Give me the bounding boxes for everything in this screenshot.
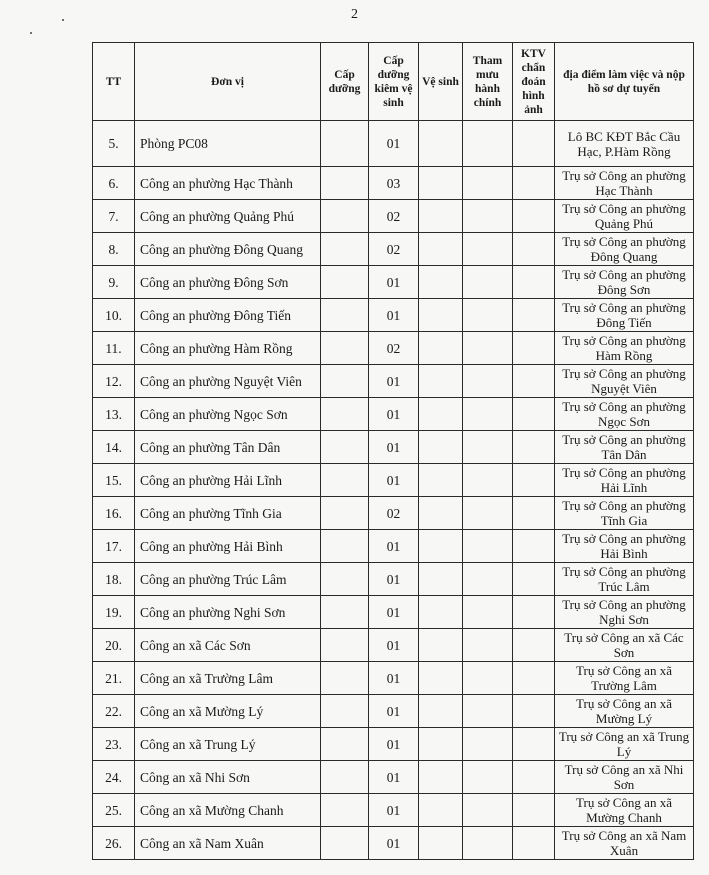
location-cell: Trụ sở Công an xã Trường Lâm [555, 662, 694, 695]
unit-cell: Công an phường Nguyệt Viên [135, 365, 321, 398]
tham-muu-cell [463, 761, 513, 794]
unit-cell: Công an phường Hải Bình [135, 530, 321, 563]
cap-duong-kiem-ve-sinh-cell: 01 [369, 728, 419, 761]
unit-cell: Công an phường Hạc Thành [135, 167, 321, 200]
tham-muu-cell [463, 629, 513, 662]
tham-muu-cell [463, 530, 513, 563]
cap-duong-kiem-ve-sinh-cell: 01 [369, 596, 419, 629]
location-cell: Trụ sở Công an phường Quảng Phú [555, 200, 694, 233]
tt-cell: 15. [93, 464, 135, 497]
scan-speck [62, 19, 64, 21]
unit-cell: Phòng PC08 [135, 121, 321, 167]
cap-duong-cell [321, 530, 369, 563]
table-row [93, 233, 694, 266]
tt-cell: 13. [93, 398, 135, 431]
ktv-cell [513, 464, 555, 497]
ve-sinh-cell [419, 530, 463, 563]
ktv-cell [513, 827, 555, 860]
unit-cell: Công an xã Mường Lý [135, 695, 321, 728]
location-cell: Trụ sở Công an phường Tĩnh Gia [555, 497, 694, 530]
location-cell: Trụ sở Công an xã Các Sơn [555, 629, 694, 662]
tt-cell: 11. [93, 332, 135, 365]
cap-duong-cell [321, 266, 369, 299]
table-row [93, 299, 694, 332]
header-unit: Đơn vị [135, 43, 321, 121]
cap-duong-cell [321, 497, 369, 530]
cap-duong-kiem-ve-sinh-cell: 01 [369, 431, 419, 464]
ve-sinh-cell [419, 398, 463, 431]
ktv-cell [513, 629, 555, 662]
cap-duong-kiem-ve-sinh-cell: 01 [369, 695, 419, 728]
ve-sinh-cell [419, 200, 463, 233]
tt-cell: 25. [93, 794, 135, 827]
ve-sinh-cell [419, 794, 463, 827]
table-row [93, 629, 694, 662]
tham-muu-cell [463, 431, 513, 464]
cap-duong-cell [321, 761, 369, 794]
cap-duong-cell [321, 794, 369, 827]
table-row [93, 530, 694, 563]
location-cell: Trụ sở Công an xã Trung Lý [555, 728, 694, 761]
cap-duong-cell [321, 629, 369, 662]
header-cap-duong: Cấp dưỡng [321, 43, 369, 121]
location-cell: Trụ sở Công an phường Đông Tiến [555, 299, 694, 332]
tham-muu-cell [463, 365, 513, 398]
ktv-cell [513, 761, 555, 794]
tham-muu-cell [463, 233, 513, 266]
tt-cell: 10. [93, 299, 135, 332]
table-row [93, 464, 694, 497]
table-row [93, 662, 694, 695]
ktv-cell [513, 431, 555, 464]
cap-duong-kiem-ve-sinh-cell: 02 [369, 497, 419, 530]
ve-sinh-cell [419, 121, 463, 167]
unit-cell: Công an xã Nam Xuân [135, 827, 321, 860]
table-row [93, 497, 694, 530]
cap-duong-cell [321, 563, 369, 596]
unit-cell: Công an xã Mường Chanh [135, 794, 321, 827]
cap-duong-kiem-ve-sinh-cell: 01 [369, 563, 419, 596]
location-cell: Trụ sở Công an xã Mường Chanh [555, 794, 694, 827]
location-cell: Trụ sở Công an xã Mường Lý [555, 695, 694, 728]
location-cell: Trụ sở Công an phường Ngọc Sơn [555, 398, 694, 431]
tham-muu-cell [463, 563, 513, 596]
tt-cell: 18. [93, 563, 135, 596]
tt-cell: 17. [93, 530, 135, 563]
cap-duong-cell [321, 662, 369, 695]
ve-sinh-cell [419, 761, 463, 794]
cap-duong-kiem-ve-sinh-cell: 01 [369, 662, 419, 695]
table-row [93, 761, 694, 794]
unit-cell: Công an phường Hàm Rồng [135, 332, 321, 365]
cap-duong-cell [321, 827, 369, 860]
ve-sinh-cell [419, 695, 463, 728]
cap-duong-kiem-ve-sinh-cell: 01 [369, 827, 419, 860]
header-tt: TT [93, 43, 135, 121]
location-cell: Trụ sở Công an phường Nghi Sơn [555, 596, 694, 629]
tham-muu-cell [463, 695, 513, 728]
unit-cell: Công an phường Nghi Sơn [135, 596, 321, 629]
tt-cell: 19. [93, 596, 135, 629]
tham-muu-cell [463, 464, 513, 497]
cap-duong-cell [321, 121, 369, 167]
table-row [93, 794, 694, 827]
tt-cell: 24. [93, 761, 135, 794]
ve-sinh-cell [419, 497, 463, 530]
tt-cell: 21. [93, 662, 135, 695]
tham-muu-cell [463, 794, 513, 827]
cap-duong-kiem-ve-sinh-cell: 01 [369, 629, 419, 662]
table-row [93, 200, 694, 233]
tt-cell: 14. [93, 431, 135, 464]
header-row [93, 43, 694, 121]
cap-duong-kiem-ve-sinh-cell: 01 [369, 530, 419, 563]
tham-muu-cell [463, 200, 513, 233]
unit-cell: Công an phường Quảng Phú [135, 200, 321, 233]
cap-duong-cell [321, 431, 369, 464]
tham-muu-cell [463, 266, 513, 299]
ve-sinh-cell [419, 431, 463, 464]
cap-duong-kiem-ve-sinh-cell: 01 [369, 365, 419, 398]
cap-duong-cell [321, 365, 369, 398]
scan-speck [30, 32, 32, 34]
cap-duong-cell [321, 695, 369, 728]
tt-cell: 8. [93, 233, 135, 266]
unit-cell: Công an phường Đông Quang [135, 233, 321, 266]
cap-duong-kiem-ve-sinh-cell: 01 [369, 794, 419, 827]
table-row [93, 365, 694, 398]
unit-cell: Công an phường Hải Lĩnh [135, 464, 321, 497]
cap-duong-cell [321, 299, 369, 332]
ve-sinh-cell [419, 299, 463, 332]
ve-sinh-cell [419, 233, 463, 266]
unit-cell: Công an xã Trung Lý [135, 728, 321, 761]
table-row [93, 695, 694, 728]
ktv-cell [513, 563, 555, 596]
recruitment-table [92, 42, 694, 860]
tham-muu-cell [463, 167, 513, 200]
table-row [93, 332, 694, 365]
tt-cell: 16. [93, 497, 135, 530]
tham-muu-cell [463, 398, 513, 431]
tham-muu-cell [463, 728, 513, 761]
header-tham-muu: Tham mưu hành chính [463, 43, 513, 121]
table-row [93, 431, 694, 464]
ve-sinh-cell [419, 365, 463, 398]
table-row [93, 563, 694, 596]
table-row [93, 121, 694, 167]
ktv-cell [513, 121, 555, 167]
cap-duong-kiem-ve-sinh-cell: 03 [369, 167, 419, 200]
ve-sinh-cell [419, 464, 463, 497]
tt-cell: 26. [93, 827, 135, 860]
tham-muu-cell [463, 332, 513, 365]
tt-cell: 22. [93, 695, 135, 728]
location-cell: Trụ sở Công an phường Hải Bình [555, 530, 694, 563]
ve-sinh-cell [419, 827, 463, 860]
ktv-cell [513, 167, 555, 200]
table-row [93, 266, 694, 299]
table-row [93, 596, 694, 629]
ktv-cell [513, 200, 555, 233]
location-cell: Trụ sở Công an phường Đông Quang [555, 233, 694, 266]
tham-muu-cell [463, 596, 513, 629]
cap-duong-kiem-ve-sinh-cell: 01 [369, 398, 419, 431]
ktv-cell [513, 596, 555, 629]
location-cell: Trụ sở Công an xã Nhi Sơn [555, 761, 694, 794]
location-cell: Lô BC KĐT Bắc Cầu Hạc, P.Hàm Rồng [555, 121, 694, 167]
ve-sinh-cell [419, 662, 463, 695]
ktv-cell [513, 365, 555, 398]
ktv-cell [513, 530, 555, 563]
location-cell: Trụ sở Công an phường Đông Sơn [555, 266, 694, 299]
header-cap-duong-kiem-ve-sinh: Cấp dưỡng kiêm vệ sinh [369, 43, 419, 121]
table-row [93, 398, 694, 431]
ktv-cell [513, 266, 555, 299]
cap-duong-cell [321, 728, 369, 761]
tt-cell: 5. [93, 121, 135, 167]
cap-duong-cell [321, 233, 369, 266]
unit-cell: Công an phường Đông Tiến [135, 299, 321, 332]
cap-duong-kiem-ve-sinh-cell: 02 [369, 200, 419, 233]
cap-duong-kiem-ve-sinh-cell: 01 [369, 266, 419, 299]
cap-duong-cell [321, 464, 369, 497]
ktv-cell [513, 233, 555, 266]
location-cell: Trụ sở Công an xã Nam Xuân [555, 827, 694, 860]
unit-cell: Công an xã Nhi Sơn [135, 761, 321, 794]
location-cell: Trụ sở Công an phường Hạc Thành [555, 167, 694, 200]
ktv-cell [513, 398, 555, 431]
tt-cell: 12. [93, 365, 135, 398]
table-row [93, 827, 694, 860]
ve-sinh-cell [419, 728, 463, 761]
table-row [93, 167, 694, 200]
unit-cell: Công an phường Tân Dân [135, 431, 321, 464]
ktv-cell [513, 332, 555, 365]
ve-sinh-cell [419, 563, 463, 596]
cap-duong-cell [321, 332, 369, 365]
cap-duong-kiem-ve-sinh-cell: 01 [369, 761, 419, 794]
cap-duong-kiem-ve-sinh-cell: 02 [369, 233, 419, 266]
tt-cell: 20. [93, 629, 135, 662]
ktv-cell [513, 497, 555, 530]
table-row [93, 728, 694, 761]
unit-cell: Công an phường Trúc Lâm [135, 563, 321, 596]
tham-muu-cell [463, 121, 513, 167]
cap-duong-cell [321, 200, 369, 233]
page-number: 2 [351, 7, 358, 22]
unit-cell: Công an phường Ngọc Sơn [135, 398, 321, 431]
unit-cell: Công an xã Trường Lâm [135, 662, 321, 695]
tt-cell: 7. [93, 200, 135, 233]
ve-sinh-cell [419, 629, 463, 662]
location-cell: Trụ sở Công an phường Hàm Rồng [555, 332, 694, 365]
tt-cell: 6. [93, 167, 135, 200]
header-location: địa điểm làm việc và nộp hồ sơ dự tuyển [555, 43, 694, 121]
ve-sinh-cell [419, 596, 463, 629]
cap-duong-cell [321, 398, 369, 431]
unit-cell: Công an phường Tĩnh Gia [135, 497, 321, 530]
cap-duong-kiem-ve-sinh-cell: 01 [369, 299, 419, 332]
cap-duong-kiem-ve-sinh-cell: 01 [369, 464, 419, 497]
cap-duong-kiem-ve-sinh-cell: 01 [369, 121, 419, 167]
cap-duong-kiem-ve-sinh-cell: 02 [369, 332, 419, 365]
header-ve-sinh: Vệ sinh [419, 43, 463, 121]
header-ktv: KTV chẩn đoán hình ảnh [513, 43, 555, 121]
unit-cell: Công an phường Đông Sơn [135, 266, 321, 299]
location-cell: Trụ sở Công an phường Trúc Lâm [555, 563, 694, 596]
ktv-cell [513, 662, 555, 695]
location-cell: Trụ sở Công an phường Nguyệt Viên [555, 365, 694, 398]
cap-duong-cell [321, 596, 369, 629]
ktv-cell [513, 695, 555, 728]
tham-muu-cell [463, 299, 513, 332]
tham-muu-cell [463, 497, 513, 530]
ve-sinh-cell [419, 167, 463, 200]
cap-duong-cell [321, 167, 369, 200]
location-cell: Trụ sở Công an phường Tân Dân [555, 431, 694, 464]
ktv-cell [513, 728, 555, 761]
unit-cell: Công an xã Các Sơn [135, 629, 321, 662]
ktv-cell [513, 299, 555, 332]
location-cell: Trụ sở Công an phường Hải Lĩnh [555, 464, 694, 497]
tt-cell: 9. [93, 266, 135, 299]
ve-sinh-cell [419, 266, 463, 299]
tham-muu-cell [463, 827, 513, 860]
ktv-cell [513, 794, 555, 827]
ve-sinh-cell [419, 332, 463, 365]
tt-cell: 23. [93, 728, 135, 761]
tham-muu-cell [463, 662, 513, 695]
